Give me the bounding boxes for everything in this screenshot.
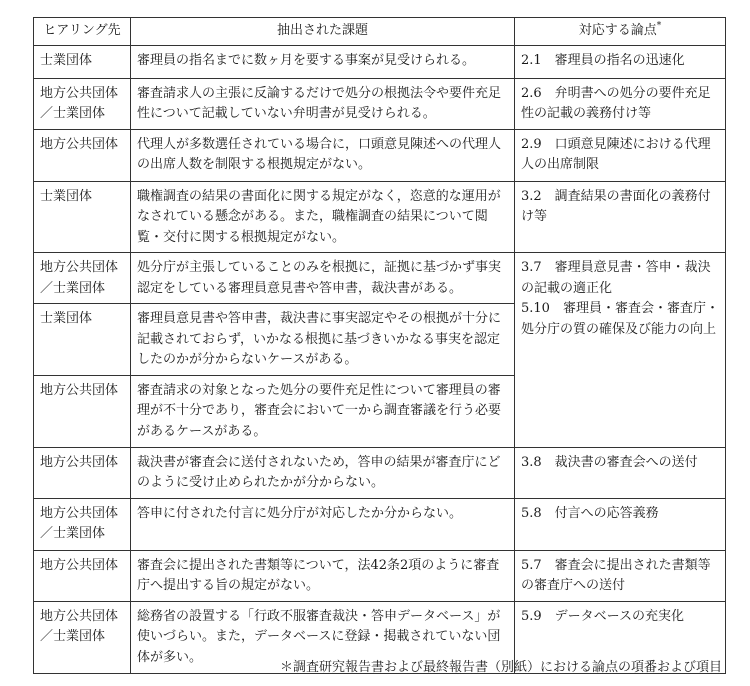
table-row — [34, 498, 726, 550]
header-source: ヒアリング先 — [34, 18, 131, 46]
header-point — [515, 18, 726, 46]
row-issue: 総務省の設置する「行政不服審査裁決・答申データベース」が使いづらい。また，データベースに登録・掲載されていない団体が多い。 — [131, 601, 515, 673]
table-row — [34, 78, 726, 129]
row-issue: 審査請求人の主張に反論するだけで処分の根拠法令や要件充足性について記載していない弁明書が見受けられる。 — [131, 78, 515, 129]
footnote: ＊調査研究報告書および最終報告書（別紙）における論点の項番および項目 — [279, 660, 722, 675]
table-row — [34, 447, 726, 498]
hearing-issues-table — [33, 17, 726, 674]
row-source: 地方公共団体／士業団体 — [34, 498, 131, 550]
row-source: 地方公共団体／士業団体 — [34, 601, 131, 673]
table-row — [34, 550, 726, 601]
row-source: 地方公共団体 — [34, 375, 131, 447]
row-source: 地方公共団体／士業団体 — [34, 78, 131, 129]
row-source: 地方公共団体 — [34, 129, 131, 181]
row-source: 士業団体 — [34, 45, 131, 78]
row-issue: 職権調査の結果の書面化に関する規定がなく，恣意的な運用がなされている懸念がある。また，職権調査の結果について閲覧・交付に関する根拠規定がない。 — [131, 181, 515, 253]
table-row — [34, 129, 726, 181]
table-row — [34, 253, 726, 304]
row-point: 3.2 調査結果の書面化の義務付け等 — [515, 181, 726, 253]
row-issue: 処分庁が主張していることのみを根拠に，証拠に基づかず事実認定をしている審理員意見書や答申書，裁決書がある。 — [131, 253, 515, 304]
row-issue: 答申に付された付言に処分庁が対応したか分からない。 — [131, 498, 515, 550]
row-point: 2.6 弁明書への処分の要件充足性の記載の義務付け等 — [515, 78, 726, 129]
row-point: 5.7 審査会に提出された書類等の審査庁への送付 — [515, 550, 726, 601]
row-source: 地方公共団体 — [34, 550, 131, 601]
header-issue: 抽出された課題 — [131, 18, 515, 46]
row-issue: 代理人が多数選任されている場合に，口頭意見陳述への代理人の出席人数を制限する根拠規定がない。 — [131, 129, 515, 181]
row-issue: 審理員意見書や答申書，裁決書に事実認定やその根拠が十分に記載されておらず，いかなる根拠に基づきいかなる事実を認定したのかが分からないケースがある。 — [131, 304, 515, 376]
row-issue: 審査請求の対象となった処分の要件充足性について審理員の審理が不十分であり，審査会において一から調査審議を行う必要があるケースがある。 — [131, 375, 515, 447]
table-header-row — [34, 18, 726, 46]
merged-point-line1: 3.7 審理員意見書・答申・裁決の記載の適正化 — [521, 260, 711, 296]
table-row — [34, 45, 726, 78]
header-point-label: 対応する論点 — [578, 23, 657, 38]
row-source: 士業団体 — [34, 181, 131, 253]
table-row — [34, 181, 726, 253]
row-point: 2.9 口頭意見陳述における代理人の出席制限 — [515, 129, 726, 181]
row-source: 士業団体 — [34, 304, 131, 376]
row-point: 2.1 審理員の指名の迅速化 — [515, 45, 726, 78]
row-point: 5.9 データベースの充実化 — [515, 601, 726, 673]
row-issue: 審理員の指名までに数ヶ月を要する事案が見受けられる。 — [131, 45, 515, 78]
footnote-mark: * — [656, 21, 662, 31]
row-point: 3.8 裁決書の審査会への送付 — [515, 447, 726, 498]
row-issue: 裁決書が審査会に送付されないため，答申の結果が審査庁にどのように受け止められたかが分からない。 — [131, 447, 515, 498]
row-source: 地方公共団体 — [34, 447, 131, 498]
row-point-merged — [515, 253, 726, 448]
row-point: 5.8 付言への応答義務 — [515, 498, 726, 550]
row-source: 地方公共団体／士業団体 — [34, 253, 131, 304]
merged-point-line2: 5.10 審理員・審査会・審査庁・処分庁の質の確保及び能力の向上 — [521, 301, 719, 337]
row-issue: 審査会に提出された書類等について，法42条2項のように審査庁へ提出する旨の規定がない。 — [131, 550, 515, 601]
